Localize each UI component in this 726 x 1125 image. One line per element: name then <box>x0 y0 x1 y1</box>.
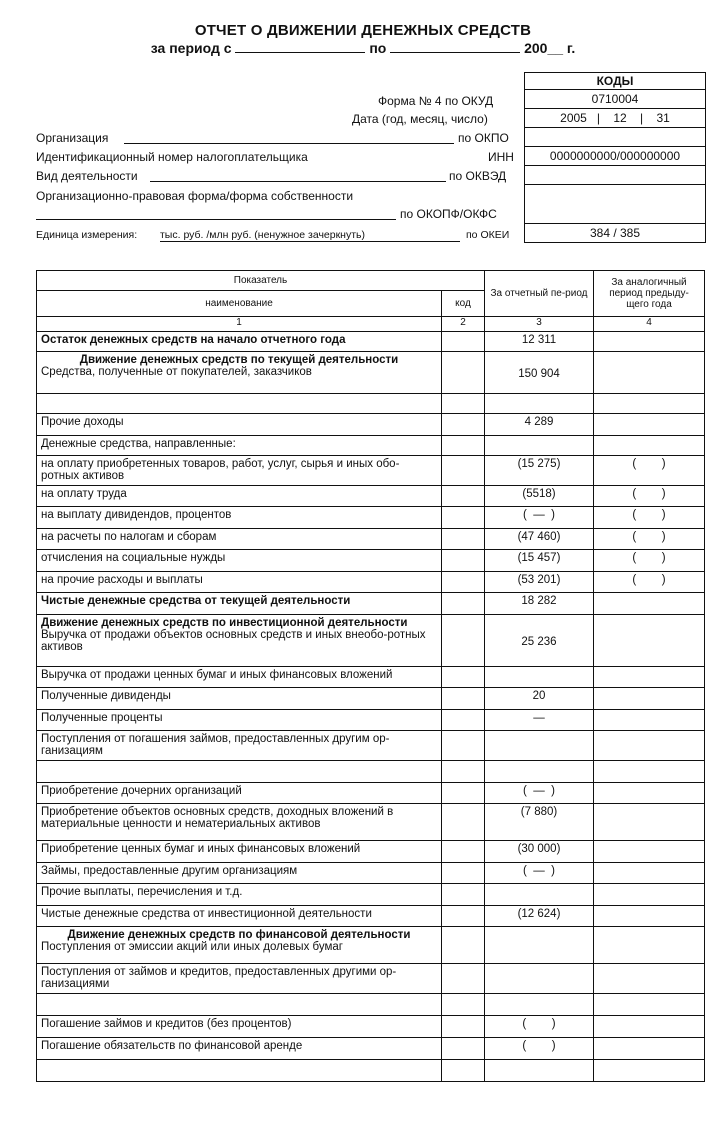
inn-code-label: ИНН <box>488 150 514 164</box>
head-n1: 1 <box>37 317 442 332</box>
row-label <box>37 804 442 841</box>
row-current-value <box>485 731 594 761</box>
row-label <box>37 1038 442 1060</box>
row-previous-value <box>594 731 705 761</box>
unit-label: Единица измерения: <box>36 229 138 241</box>
row-label-text: Приобретение объектов основных средств, доходных вложений в материальные ценности и нематериальных активов <box>41 806 394 830</box>
row-code <box>442 884 485 906</box>
table-row <box>37 394 705 414</box>
table-row <box>37 761 705 783</box>
row-current-value <box>485 964 594 994</box>
row-label <box>37 863 442 884</box>
okopf-code <box>525 184 705 223</box>
row-current-value <box>485 1060 594 1082</box>
row-code <box>442 783 485 804</box>
head-code: код <box>442 291 485 317</box>
report-period <box>0 40 726 56</box>
table-row <box>37 667 705 688</box>
legal-form-label: Организационно-правовая форма/форма собственности <box>36 189 354 203</box>
row-previous-value <box>594 906 705 927</box>
row-code <box>442 394 485 414</box>
row-label <box>37 731 442 761</box>
row-previous-value: ( ) <box>594 456 705 486</box>
date-year: 2005 <box>560 111 587 125</box>
row-current-value: 18 282 <box>485 593 594 615</box>
row-code <box>442 863 485 884</box>
row-current-value: (47 460) <box>485 529 594 550</box>
org-code-label: по ОКПО <box>458 131 509 145</box>
table-row <box>37 804 705 841</box>
row-label <box>37 906 442 927</box>
row-current-value <box>485 927 594 964</box>
row-label-text: Денежные средства, направленные: <box>41 438 236 450</box>
row-label-text: Чистые денежные средства от текущей деятельности <box>41 595 351 607</box>
row-current-value <box>485 667 594 688</box>
row-label <box>37 964 442 994</box>
row-label-text: на прочие расходы и выплаты <box>41 574 203 586</box>
row-current-value <box>485 436 594 456</box>
row-label-text: на оплату труда <box>41 488 127 500</box>
row-current-value <box>485 994 594 1016</box>
row-code <box>442 667 485 688</box>
row-label-text: Погашение займов и кредитов (без процентов) <box>41 1018 292 1030</box>
row-label-text: Поступления от погашения займов, предоставленных другим ор-ганизациям <box>41 733 390 757</box>
unit-value: тыс. руб. /млн руб. (ненужное зачеркнуть) <box>160 229 460 242</box>
row-label-text: на выплату дивидендов, процентов <box>41 509 232 521</box>
row-code <box>442 550 485 572</box>
row-code <box>442 1016 485 1038</box>
table-row <box>37 731 705 761</box>
row-previous-value <box>594 964 705 994</box>
row-label-text: Выручка от продажи ценных бумаг и иных финансовых вложений <box>41 669 393 681</box>
date-month: 12 <box>613 111 627 125</box>
section-heading: Движение денежных средств по текущей деятельности <box>79 354 399 366</box>
table-row <box>37 994 705 1016</box>
row-current-value <box>485 394 594 414</box>
okpo-code <box>525 127 705 146</box>
row-previous-value <box>594 863 705 884</box>
activity-code-label: по ОКВЭД <box>449 169 507 183</box>
row-previous-value: ( ) <box>594 572 705 593</box>
table-row <box>37 550 705 572</box>
row-current-value: ( ) <box>485 1016 594 1038</box>
row-current-value <box>485 884 594 906</box>
head-n3: 3 <box>485 317 594 332</box>
row-label <box>37 1016 442 1038</box>
row-current-value: 4 289 <box>485 414 594 436</box>
row-current-value: 12 311 <box>485 332 594 352</box>
section-heading: Движение денежных средств по инвестиционной деятельности <box>41 617 408 629</box>
row-previous-value <box>594 1038 705 1060</box>
row-label-text: Поступления от эмиссии акций или иных долевых бумаг <box>41 941 343 953</box>
date-day: 31 <box>656 111 670 125</box>
head-name: наименование <box>37 291 442 317</box>
codes-box <box>524 72 706 243</box>
row-current-value: (12 624) <box>485 906 594 927</box>
table-row <box>37 352 705 394</box>
table-row <box>37 783 705 804</box>
legal-form-field[interactable] <box>36 207 396 220</box>
row-label <box>37 761 442 783</box>
inn-code: 0000000000/000000000 <box>525 146 705 165</box>
row-code <box>442 994 485 1016</box>
row-label <box>37 783 442 804</box>
row-label-text: Чистые денежные средства от инвестиционной деятельности <box>41 908 372 920</box>
row-label-text: Выручка от продажи объектов основных средств и иных внеобо-ротных активов <box>41 629 426 653</box>
period-prefix: за период с <box>150 40 232 56</box>
cashflow-table <box>36 270 705 1082</box>
row-current-value: 25 236 <box>485 615 594 667</box>
row-previous-value <box>594 1060 705 1082</box>
table-row <box>37 529 705 550</box>
row-current-value: (15 457) <box>485 550 594 572</box>
row-label-text: Полученные проценты <box>41 712 163 724</box>
row-previous-value <box>594 332 705 352</box>
date-label: Дата (год, месяц, число) <box>352 112 488 126</box>
row-label-text: Поступления от займов и кредитов, предоставленных другими ор-ганизациями <box>41 966 397 990</box>
row-code <box>442 615 485 667</box>
row-label-text: Приобретение ценных бумаг и иных финансовых вложений <box>41 843 361 855</box>
row-code <box>442 688 485 710</box>
row-code <box>442 352 485 394</box>
row-current-value <box>485 761 594 783</box>
row-label <box>37 394 442 414</box>
activity-field[interactable] <box>150 169 446 182</box>
row-previous-value <box>594 994 705 1016</box>
period-from-blank[interactable] <box>235 40 365 53</box>
row-previous-value <box>594 1016 705 1038</box>
row-current-value: 150 904 <box>485 352 594 394</box>
row-previous-value <box>594 615 705 667</box>
row-current-value: ( ) <box>485 1038 594 1060</box>
period-to-blank[interactable] <box>390 40 520 53</box>
row-previous-value <box>594 394 705 414</box>
row-code <box>442 841 485 863</box>
row-current-value: (15 275) <box>485 456 594 486</box>
head-n2: 2 <box>442 317 485 332</box>
table-row <box>37 615 705 667</box>
row-label <box>37 456 442 486</box>
table-row <box>37 332 705 352</box>
head-n4: 4 <box>594 317 705 332</box>
row-label-text: Прочие доходы <box>41 416 124 428</box>
form-label: Форма № 4 по ОКУД <box>378 94 494 108</box>
period-mid: по <box>369 40 387 56</box>
row-previous-value <box>594 593 705 615</box>
row-previous-value <box>594 436 705 456</box>
row-label-text: на расчеты по налогам и сборам <box>41 531 217 543</box>
table-row <box>37 688 705 710</box>
row-previous-value <box>594 710 705 731</box>
row-label-text: Погашение обязательств по финансовой аренде <box>41 1040 303 1052</box>
okud-code: 0710004 <box>525 89 705 108</box>
table-row <box>37 863 705 884</box>
row-label-text: на оплату приобретенных товаров, работ, услуг, сырья и иных обо-ротных активов <box>41 458 400 482</box>
row-label <box>37 927 442 964</box>
row-current-value: ( — ) <box>485 783 594 804</box>
table-row <box>37 486 705 507</box>
table-row <box>37 572 705 593</box>
head-previous: За аналогичный период предыду-щего года <box>594 271 705 317</box>
row-code <box>442 1060 485 1082</box>
row-current-value: ( — ) <box>485 863 594 884</box>
row-code <box>442 906 485 927</box>
row-label <box>37 352 442 394</box>
row-code <box>442 761 485 783</box>
row-previous-value <box>594 667 705 688</box>
row-previous-value <box>594 414 705 436</box>
section-heading: Движение денежных средств по финансовой деятельности <box>67 929 411 941</box>
row-previous-value <box>594 927 705 964</box>
row-label <box>37 1060 442 1082</box>
row-label <box>37 841 442 863</box>
row-label-text: Остаток денежных средств на начало отчетного года <box>41 334 346 346</box>
row-label <box>37 436 442 456</box>
org-label: Организация <box>36 131 109 145</box>
row-previous-value <box>594 761 705 783</box>
row-current-value: (5518) <box>485 486 594 507</box>
row-previous-value <box>594 804 705 841</box>
row-code <box>442 414 485 436</box>
row-code <box>442 927 485 964</box>
table-row <box>37 436 705 456</box>
row-label <box>37 710 442 731</box>
legal-form-code-label: по ОКОПФ/ОКФС <box>400 207 497 221</box>
row-label <box>37 688 442 710</box>
row-code <box>442 436 485 456</box>
codes-header: КОДЫ <box>596 74 634 88</box>
row-code <box>442 804 485 841</box>
row-previous-value <box>594 841 705 863</box>
row-label-text: Средства, полученные от покупателей, заказчиков <box>41 366 312 378</box>
table-row <box>37 1038 705 1060</box>
table-row <box>37 456 705 486</box>
table-row <box>37 1060 705 1082</box>
row-label <box>37 994 442 1016</box>
table-row <box>37 884 705 906</box>
row-previous-value: ( ) <box>594 507 705 529</box>
table-row <box>37 1016 705 1038</box>
row-code <box>442 456 485 486</box>
row-previous-value <box>594 884 705 906</box>
row-label <box>37 332 442 352</box>
table-row <box>37 964 705 994</box>
row-code <box>442 486 485 507</box>
row-current-value: — <box>485 710 594 731</box>
row-label <box>37 572 442 593</box>
head-current: За отчетный пе-риод <box>485 271 594 317</box>
table-row <box>37 927 705 964</box>
row-previous-value <box>594 352 705 394</box>
row-code <box>442 710 485 731</box>
row-current-value: (53 201) <box>485 572 594 593</box>
table-row <box>37 414 705 436</box>
row-label-text: Прочие выплаты, перечисления и т.д. <box>41 886 243 898</box>
row-label-text: Займы, предоставленные другим организациям <box>41 865 298 877</box>
row-previous-value: ( ) <box>594 486 705 507</box>
row-code <box>442 731 485 761</box>
row-label <box>37 593 442 615</box>
activity-label: Вид деятельности <box>36 169 138 183</box>
row-label <box>37 507 442 529</box>
row-code <box>442 964 485 994</box>
row-label <box>37 414 442 436</box>
row-label <box>37 486 442 507</box>
report-title: ОТЧЕТ О ДВИЖЕНИИ ДЕНЕЖНЫХ СРЕДСТВ <box>194 22 532 39</box>
row-previous-value: ( ) <box>594 529 705 550</box>
row-current-value: ( — ) <box>485 507 594 529</box>
row-current-value: 20 <box>485 688 594 710</box>
row-code <box>442 332 485 352</box>
row-label <box>37 884 442 906</box>
period-year: 200__ г. <box>524 40 576 56</box>
table-row <box>37 507 705 529</box>
row-previous-value: ( ) <box>594 550 705 572</box>
table-row <box>37 593 705 615</box>
row-label <box>37 550 442 572</box>
unit-code-label: по ОКЕИ <box>466 229 510 241</box>
row-code <box>442 572 485 593</box>
row-label-text: отчисления на социальные нужды <box>41 552 226 564</box>
table-row <box>37 841 705 863</box>
row-code <box>442 529 485 550</box>
okei-code: 384 / 385 <box>525 223 705 242</box>
row-previous-value <box>594 783 705 804</box>
row-code <box>442 507 485 529</box>
row-label-text: Приобретение дочерних организаций <box>41 785 242 797</box>
head-indicator: Показатель <box>37 271 485 291</box>
okved-code <box>525 165 705 184</box>
row-label <box>37 529 442 550</box>
row-previous-value <box>594 688 705 710</box>
row-label-text: Полученные дивиденды <box>41 690 171 702</box>
row-label <box>37 615 442 667</box>
row-current-value: (7 880) <box>485 804 594 841</box>
row-current-value: (30 000) <box>485 841 594 863</box>
date-code: 2005 | 12 | 31 <box>525 108 705 127</box>
table-row <box>37 906 705 927</box>
row-code <box>442 1038 485 1060</box>
row-label <box>37 667 442 688</box>
table-row <box>37 710 705 731</box>
org-field[interactable] <box>124 131 454 144</box>
row-code <box>442 593 485 615</box>
inn-label: Идентификационный номер налогоплательщика <box>36 150 308 164</box>
